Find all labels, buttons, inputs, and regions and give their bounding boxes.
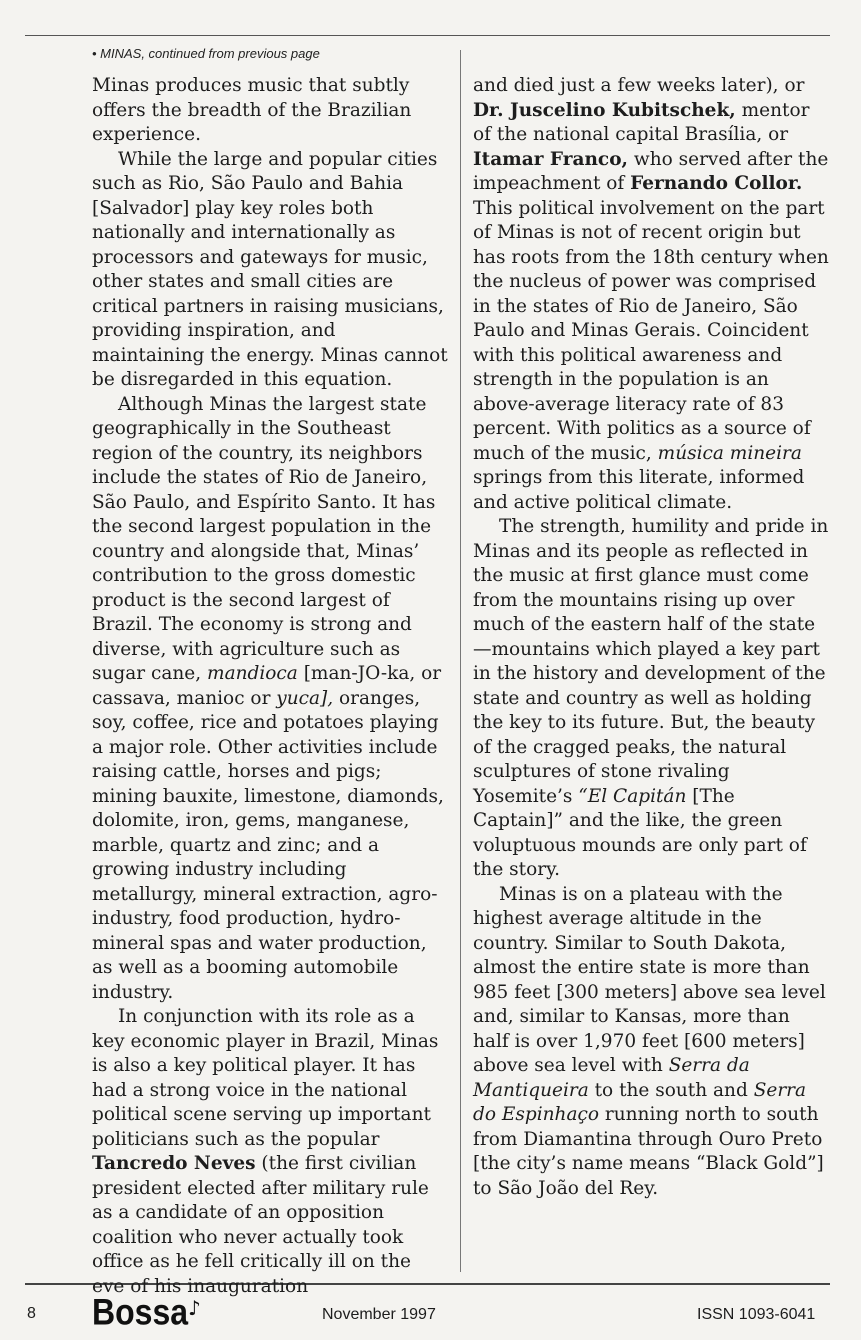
continued-note: • MINAS, continued from previous page <box>92 46 320 61</box>
bold-name: Fernando Collor. <box>630 173 803 194</box>
issue-date: November 1997 <box>322 1306 436 1323</box>
paragraph: Minas is on a plateau with the highest average altitude in the country. Similar to South Dakota, almost the entire state is more than 985 feet [300 meters] above sea level and, similar to Kansas, more than half is over 1,970 feet [600 meters] above sea level with Serra da Mantiqueira to the south and Serra do Espinhaço running north to south from Diamantina through Ouro Preto [the city’s name means “Black Gold”] to São João del Rey. <box>473 883 826 1199</box>
right-column <box>473 74 829 1201</box>
paragraph: Although Minas the largest state geographically in the Southeast region of the country, its neighbors include the states of Rio de Janeiro, São Paulo, and Espírito Santo. It has the second largest population in the country and alongside that, Minas’ contribution to the gross domestic product is the second largest of Brazil. The economy is strong and diverse, with agriculture such as sugar cane, mandioca [man-JO-ka, or cassava, manioc or yuca], oranges, soy, coffee, rice and potatoes playing a major role. Other activities include raising cattle, horses and pigs; mining bauxite, limestone, diamonds, dolomite, iron, gems, manganese, marble, quartz and zinc; and a growing industry including metallurgy, mineral extraction, agro-industry, food production, hydro-mineral spas and water production, as well as a booming automobile industry. <box>92 393 444 1003</box>
bold-name: Dr. Juscelino Kubitschek, <box>473 99 736 121</box>
paragraph: and died just a few weeks later), or Dr. Juscelino Kubitschek, mentor of the national capital Brasília, or Itamar Franco, who served after the impeachment of Fernando Collor. This political involvement on the part of Minas is not of recent origin but has roots from the 18th century when the nucleus of power was comprised in the states of Rio de Janeiro, São Paulo and Minas Gerais. Coincident with this political awareness and strength in the population is an above-average literacy rate of 83 percent. With politics as a source of much of the music, música mineira springs from this literate, informed and active political climate. <box>473 75 829 513</box>
left-column <box>92 74 448 1299</box>
paragraph: While the large and popular cities such as Rio, São Paulo and Bahia [Salvador] play key roles both nationally and internationally as processors and gateways for music, other states and small cities are critical partners in raising musicians, providing inspiration, and maintaining the energy. Minas cannot be disregarded in this equation. <box>92 148 448 390</box>
column-divider <box>460 50 461 1272</box>
paragraph: In conjunction with its role as a key economic player in Brazil, Minas is also a key political player. It has had a strong voice in the national political scene serving up important politicians such as the popular Tancredo Neves (the first civilian president elected after military rule as a candidate of an opposition coalition who never actually took office as he fell critically ill on the eve of his inauguration <box>92 1006 439 1297</box>
issn-number: ISSN 1093-6041 <box>697 1306 816 1323</box>
page-number: 8 <box>27 1305 36 1322</box>
italic-term: música mineira <box>657 442 802 464</box>
paragraph: The strength, humility and pride in Minas and its people as reflected in the music at first glance must come from the mountains rising up over much of the eastern half of the state—mountains which played a key part in the history and development of the state and country as well as holding the key to its future. But, the beauty of the cragged peaks, the natural sculptures of stone rivaling Yosemite’s “El Capitán [The Captain]” and the like, the green voluptuous mounds are only part of the story. <box>473 516 829 880</box>
music-note-icon: ♪ <box>188 1296 201 1320</box>
bold-name: Tancredo Neves <box>92 1153 256 1174</box>
top-rule <box>25 35 830 36</box>
italic-term: mandioca <box>207 663 298 684</box>
italic-term: yuca], <box>276 687 334 709</box>
italic-term: Serra do Espinhaço <box>473 1079 807 1125</box>
bold-name: Itamar Franco, <box>473 148 628 170</box>
italic-term: “El Capitán <box>578 785 687 807</box>
paragraph: Minas produces music that subtly offers the breadth of the Brazilian experience. <box>92 75 412 145</box>
bossa-logo: Bossa <box>92 1291 189 1333</box>
italic-term: Serra da Mantiqueira <box>473 1055 750 1101</box>
